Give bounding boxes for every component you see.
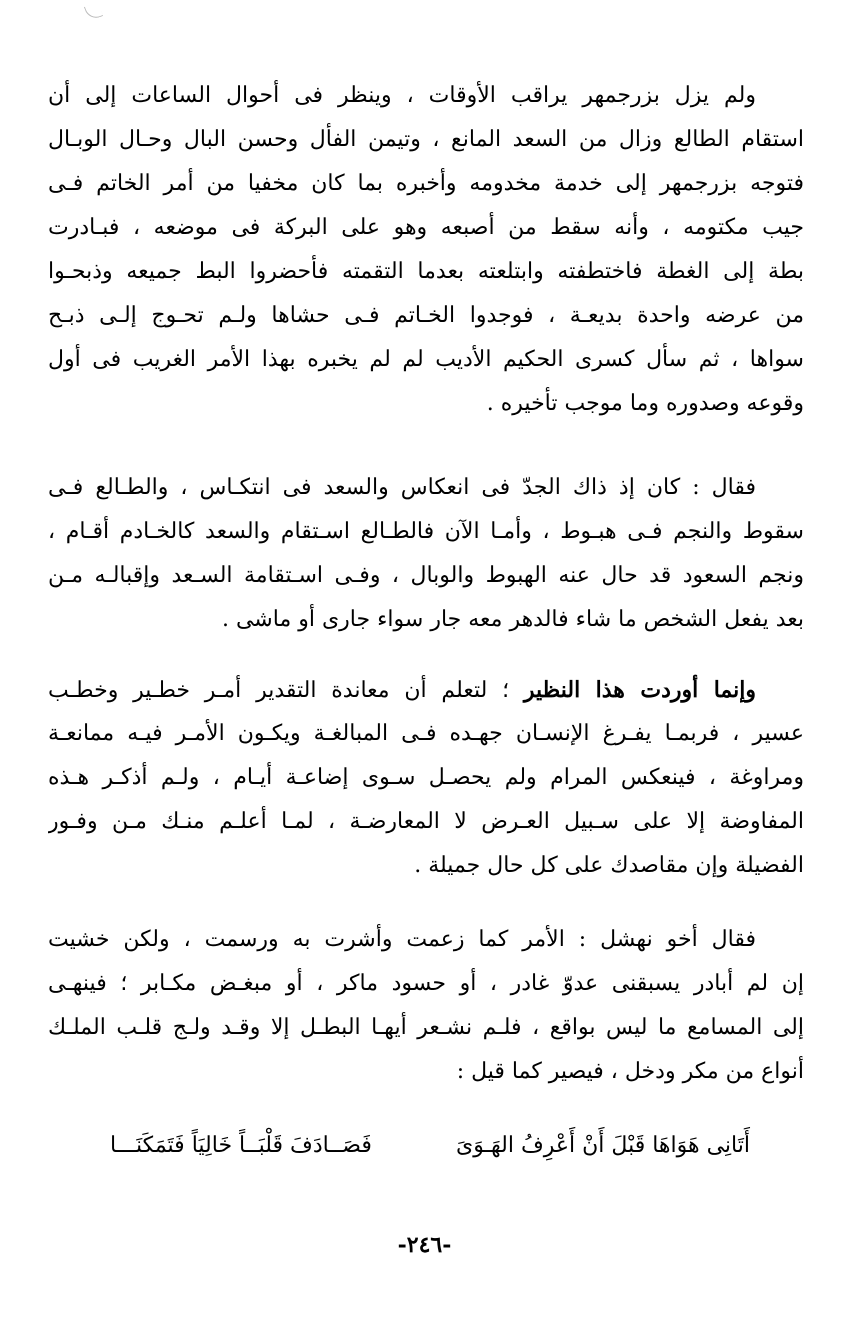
text-line [48, 668, 804, 712]
text-line: الفضيلة وإن مقاصدك على كل حال جميلة . [414, 853, 804, 878]
text-line: فقال : كان إذ ذاك الجدّ فى انعكاس والسعد فى انتكـاس ، والطـالع فـى [48, 475, 757, 500]
text-line: فقال أخو نهشل : الأمر كما زعمت وأشرت به ورسمت ، ولكن خشيت [48, 927, 756, 952]
text-line: أنواع من مكر ودخل ، فيصير كما قيل : [456, 1059, 804, 1084]
text-line: سقوط والنجم فـى هبـوط ، وأمـا الآن فالطـالع اسـتقام والسعد كالخـادم أقـام ، [48, 519, 804, 544]
text-line: عسير ، فربمـا يفـرغ الإنسـان جهـده فـى المبالغـة ويكـون الأمـر فيـه ممانعـة [48, 721, 804, 746]
text-line: وقوعه وصدوره وما موجب تأخيره . [486, 391, 804, 416]
text-line: ومراوغة ، فينعكس المرام ولم يحصـل سـوى إضاعـة أيـام ، ولـم أذكـر هـذه [48, 765, 804, 790]
page-number: -٢٤٦- [397, 1232, 452, 1258]
text-line: إن لم أبادر يسبقنى عدوّ غادر ، أو حسود ماكر ، أو مبغـض مكـابر ؛ فينهـى [48, 971, 804, 996]
text-line: المفاوضة إلا على سـبيل العـرض لا المعارضـة ، لمـا أعلـم منـك مـن وفـور [48, 809, 804, 834]
text-line-rest: ؛ لتعلم أن معاندة التقدير أمـر خطـير وخطـب [48, 678, 524, 703]
text-line: بطة إلى الغطة فاختطفته وابتلعته بعدما التقمته فأحضروا البط جميعه وذبحـوا [48, 259, 804, 284]
paragraph-3 [48, 668, 804, 888]
bold-lead-phrase: وإنما أوردت هذا النظير [523, 677, 756, 703]
text-line: ولم يزل بزرجمهر يراقب الأوقات ، وينظر فى أحوال الساعات إلى أن [48, 83, 756, 108]
paragraph-1 [48, 74, 804, 426]
paragraph-4 [48, 918, 804, 1094]
scan-corner-mark [84, 2, 103, 21]
verse-second-hemistich: فَصَــادَفَ قَلْبَــاً خَالِيَاً فَتَمَكَنَـــا [110, 1132, 372, 1158]
text-line: ونجم السعود قد حال عنه الهبوط والوبال ، وفـى اسـتقامة السـعد وإقبالـه مـن [48, 563, 804, 588]
text-line: من عرضه واحدة بديعـة ، فوجدوا الخـاتم فـى حشاها ولـم تحـوج إلـى ذبـح [48, 303, 804, 328]
text-line: إلى المسامع ما ليس بواقع ، فلـم نشـعر أيهـا البطـل إلا وقـد ولـج قلـب الملـك [48, 1015, 804, 1040]
verse-first-hemistich: أَتَانِى هَوَاهَا قَبْلَ أَنْ أَعْرِفُ الهَـوَىَ [455, 1132, 750, 1158]
paragraph-2 [48, 466, 804, 642]
text-line: استقام الطالع وزال من السعد المانع ، وتيمن الفأل وحسن البال وحـال الوبـال [48, 127, 804, 152]
text-line: سواها ، ثم سأل كسرى الحكيم الأديب لم لم يخبره بهذا الأمر الغريب فى أول [48, 347, 804, 372]
text-line: جيب مكتومه ، وأنه سقط من أصبعه وهو على البركة فى موضعه ، فبـادرت [48, 215, 804, 240]
poetry-verse [110, 1122, 750, 1168]
text-line: بعد يفعل الشخص ما شاء فالدهر معه جار سواء جارى أو ماشى . [221, 607, 804, 632]
text-line: فتوجه بزرجمهر إلى خدمة مخدومه وأخبره بما كان مخفيا من أمر الخاتم فـى [48, 171, 804, 196]
